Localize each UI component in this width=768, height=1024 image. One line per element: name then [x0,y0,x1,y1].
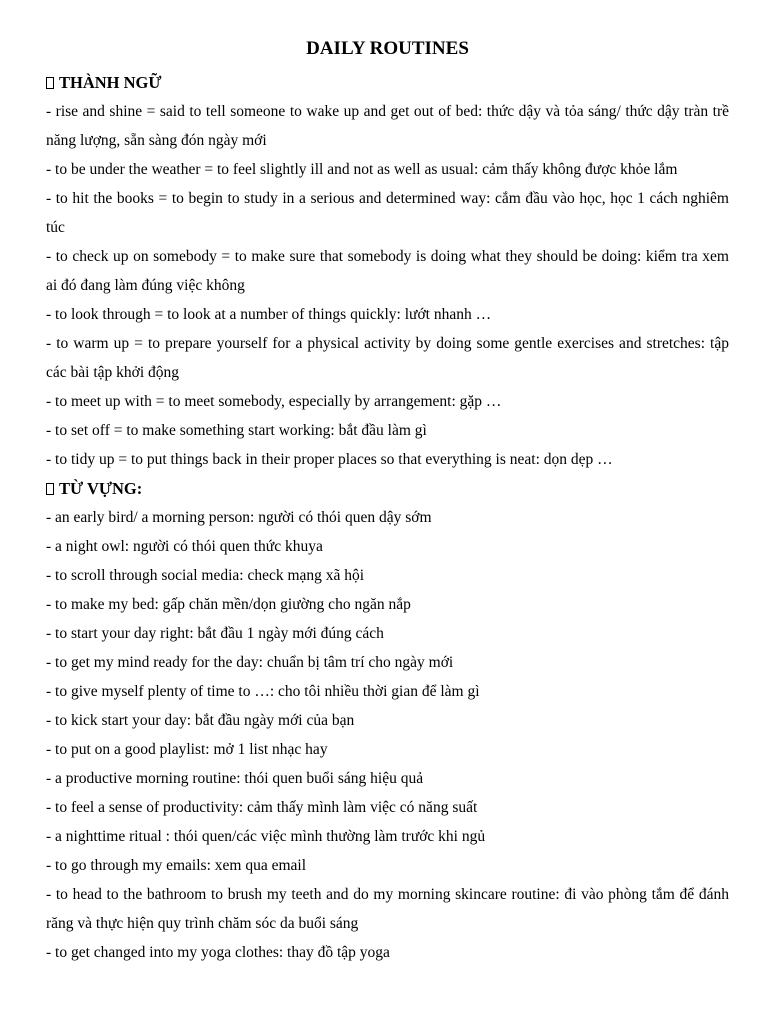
list-item: - a productive morning routine: thói quen buổi sáng hiệu quả [46,770,424,787]
list-item: - to tidy up = to put things back in their proper places so that everything is neat: dọn dẹp … [46,451,613,468]
missing-glyph-box-icon [46,483,54,495]
list-item: - to be under the weather = to feel slightly ill and not as well as usual: cảm thấy không được khỏe lắm [46,161,678,178]
list-item: - rise and shine = said to tell someone to wake up and get out of bed: thức dậy và tỏa sáng/ thức dậy tràn trề năng lượng, sẵn sàng đón ngày mới [46,103,729,149]
section-heading-idioms [46,68,729,97]
section-heading-text: TỪ VỰNG: [59,479,143,498]
list-item: - to warm up = to prepare yourself for a physical activity by doing some gentle exercises and stretches: tập các bài tập khởi động [46,335,729,381]
list-item: - to look through = to look at a number of things quickly: lướt nhanh … [46,306,492,323]
list-item: - to get my mind ready for the day: chuẩn bị tâm trí cho ngày mới [46,654,454,671]
list-item: - to head to the bathroom to brush my teeth and do my morning skincare routine: đi vào phòng tắm để đánh răng và thực hiện quy trình chăm sóc da buổi sáng [46,886,729,932]
list-item: - a night owl: người có thói quen thức khuya [46,538,323,555]
list-item: - to start your day right: bắt đầu 1 ngày mới đúng cách [46,625,384,642]
list-item: - a nighttime ritual : thói quen/các việc mình thường làm trước khi ngủ [46,828,486,845]
list-item: - to meet up with = to meet somebody, especially by arrangement: gặp … [46,393,502,410]
section-idioms [46,68,729,474]
section-heading-text: THÀNH NGỮ [59,73,162,92]
list-item: - to give myself plenty of time to …: cho tôi nhiều thời gian để làm gì [46,683,480,700]
list-item: - an early bird/ a morning person: người có thói quen dậy sớm [46,509,432,526]
document-title: DAILY ROUTINES [306,38,469,59]
list-item: - to get changed into my yoga clothes: thay đồ tập yoga [46,944,390,961]
list-item: - to check up on somebody = to make sure that somebody is doing what they should be doing: kiểm tra xem ai đó đang làm đúng việc không [46,248,729,294]
section-heading-vocabulary [46,474,729,503]
list-item: - to scroll through social media: check mạng xã hội [46,567,365,584]
missing-glyph-box-icon [46,77,54,89]
list-item: - to make my bed: gấp chăn mền/dọn giường cho ngăn nắp [46,596,411,613]
list-item: - to put on a good playlist: mở 1 list nhạc hay [46,741,328,758]
list-item: - to feel a sense of productivity: cảm thấy mình làm việc có năng suất [46,799,478,816]
list-item: - to hit the books = to begin to study in a serious and determined way: cắm đầu vào học, học 1 cách nghiêm túc [46,190,729,236]
list-item: - to go through my emails: xem qua email [46,857,307,874]
section-vocabulary [46,474,729,967]
document-page [46,36,729,967]
list-item: - to set off = to make something start working: bắt đầu làm gì [46,422,427,439]
list-item: - to kick start your day: bắt đầu ngày mới của bạn [46,712,355,729]
